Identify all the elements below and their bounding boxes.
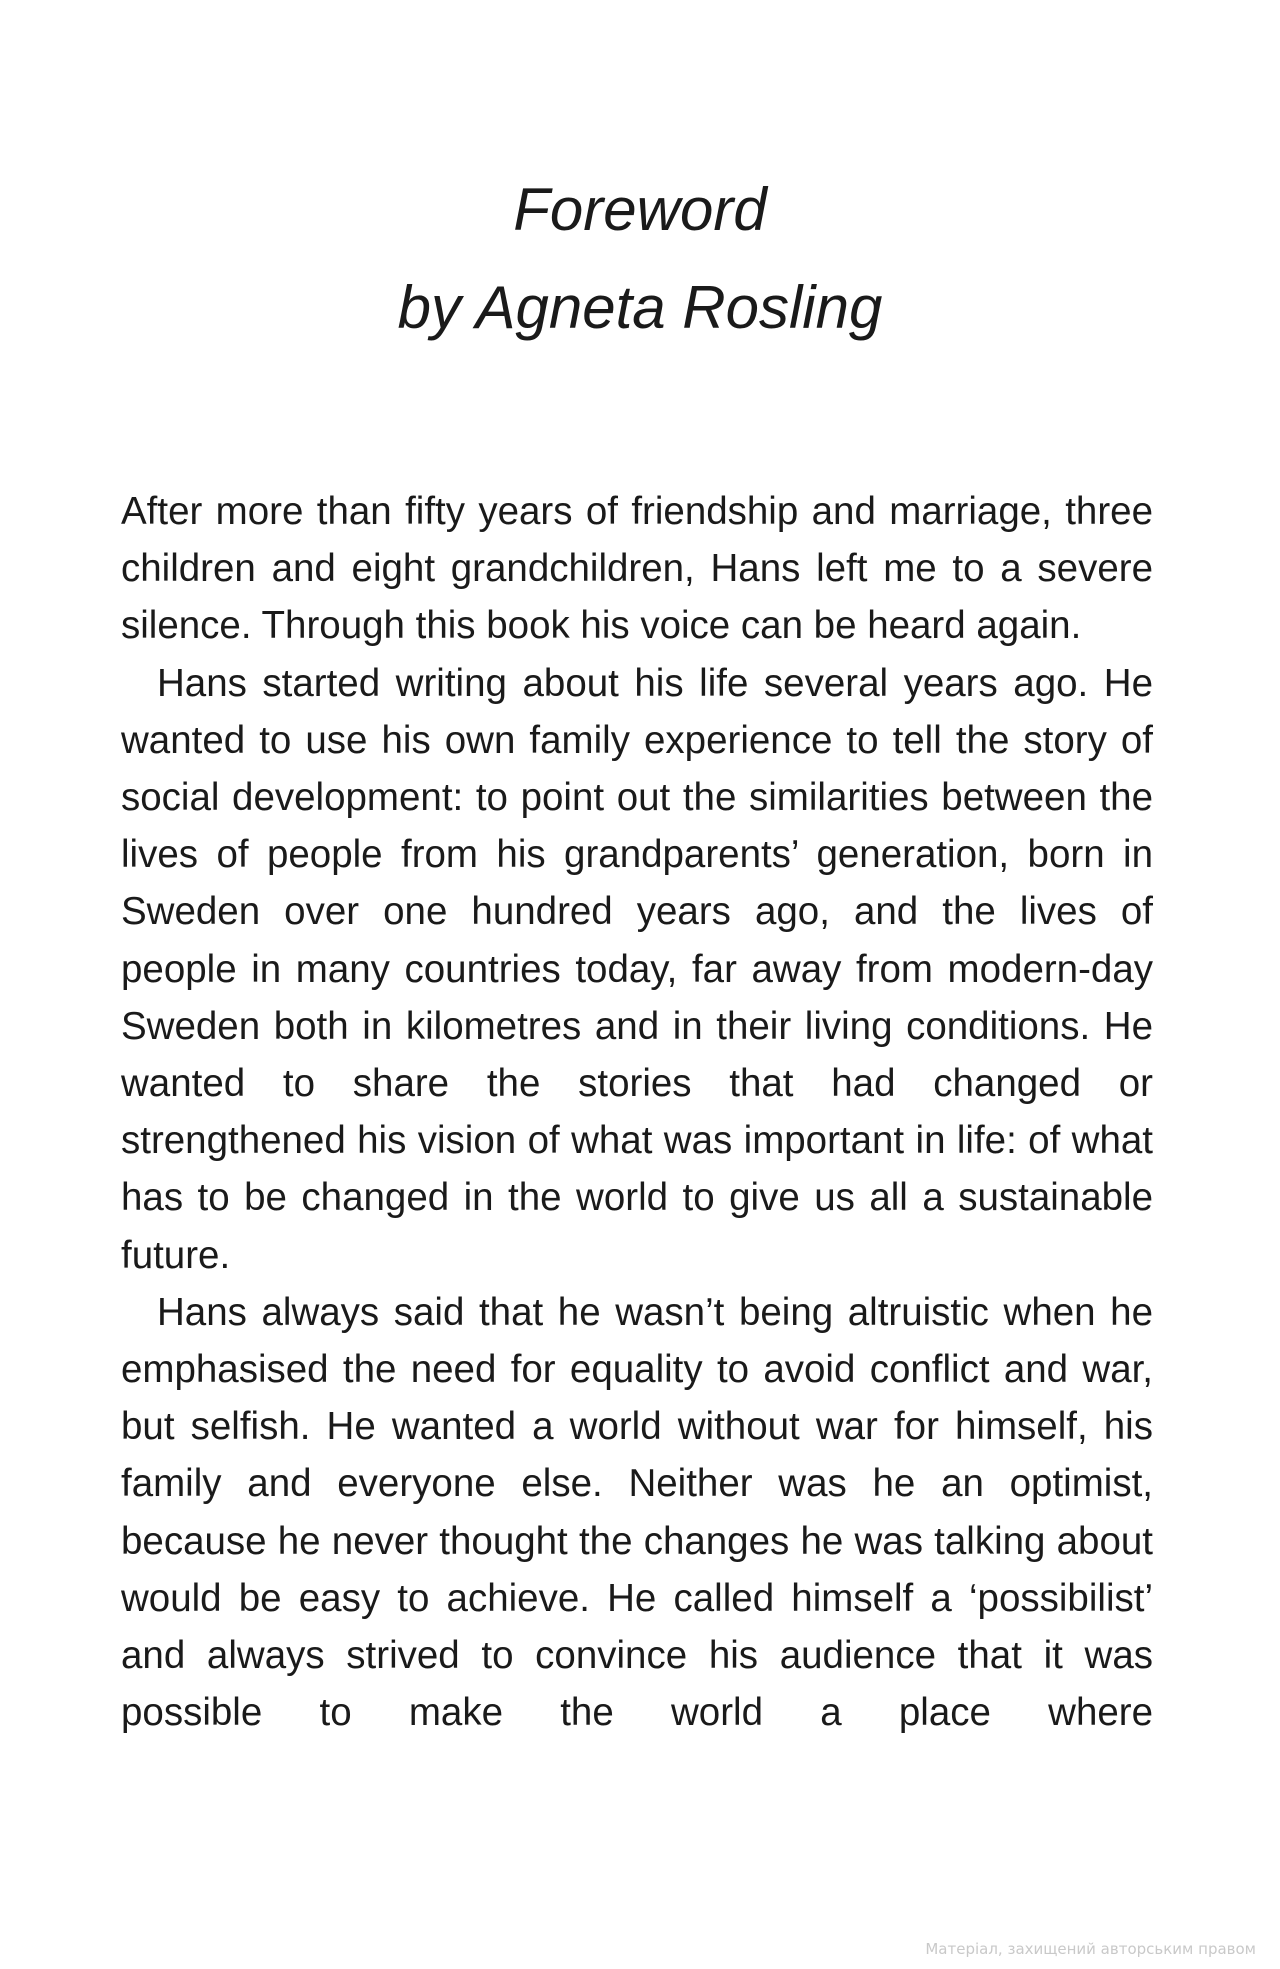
copyright-watermark: Матеріал, захищений авторським правом: [925, 1940, 1256, 1958]
body-text: [121, 483, 1153, 1741]
paragraph-3: Hans always said that he wasn’t being altruistic when he emphasised the need for equality to avoid conflict and war, but selfish. He wanted a world without war for himself, his family and everyone else. Neither was he an optimist, because he never thought the changes he was talking about would be easy to achieve. He called himself a ‘possibilist’ and always strived to convince his audience that it was possible to make the world a place where: [121, 1290, 1153, 1735]
paragraph-1: After more than fifty years of friendship and marriage, three children and eight grandchildren, Hans left me to a severe silence. Through this book his voice can be heard again.: [121, 490, 1153, 648]
chapter-title: Foreword: [513, 176, 767, 243]
paragraph-2: Hans started writing about his life several years ago. He wanted to use his own family experience to tell the story of social development: to point out the similarities between the lives of people from his grandparents’ generation, born in Sweden over one hundred years ago, and the lives of people in many countries today, far away from modern-day Sweden both in kilometres and in their living conditions. He wanted to share the stories that had changed or strengthened his vision of what was important in life: of what has to be changed in the world to give us all a sustainable future.: [121, 661, 1153, 1277]
chapter-byline: by Agneta Rosling: [397, 274, 883, 341]
